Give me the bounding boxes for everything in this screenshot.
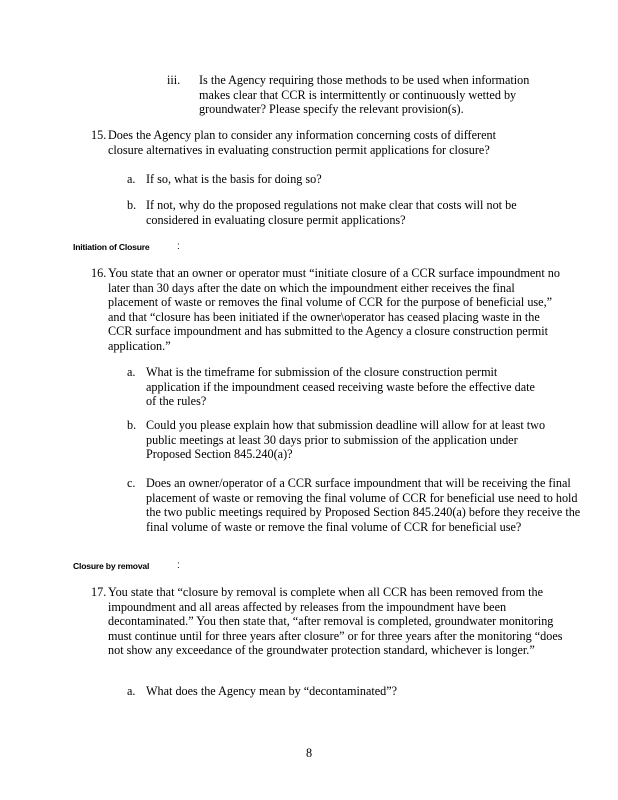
item-text: What does the Agency mean by “decontaminated”? [146,684,398,698]
item-text: You state that “closure by removal is complete when all CCR has been removed from the impoundment and all areas affected by releases from the impoundment have been decontaminated.” You then state that, “after removal is completed, groundwater monitoring must continue until for three years after closure” or for three years after the monitoring “does not show any exceedance of the groundwater protection standard, whichever is longer.” [108,585,563,658]
heading-text: Closure by removal [73,561,150,571]
item-text: If so, what is the basis for doing so? [146,172,322,186]
item-text: Does an owner/operator of a CCR surface impoundment that will be receiving the final placement of waste or removing the final volume of CCR for beneficial use need to hold the two public meetings required by Proposed Section 845.240(a) before they receive the final volume of waste or remove the final volume of CCR for beneficial use? [146,476,581,534]
item-number: c. [127,476,136,490]
item-text: Could you please explain how that submission deadline will allow for at least two public meetings at least 30 days prior to submission of the application under Proposed Section 845.240(a)? [146,418,546,462]
heading-colon: : [177,560,180,571]
item-number: a. [127,365,136,379]
item-text: If not, why do the proposed regulations not make clear that costs will not be considered in evaluating closure permit applications? [146,198,517,227]
heading-text: Initiation of Closure [73,242,150,252]
question-16-c [0,476,618,550]
section-heading-initiation-of-closure [73,241,180,252]
section-heading-closure-by-removal [73,560,180,571]
question-15 [0,128,618,158]
item-number: a. [127,172,136,186]
list-item-iii [0,73,618,117]
question-17 [0,585,618,673]
question-16-a [0,365,618,409]
item-text: You state that an owner or operator must “initiate closure of a CCR surface impoundment no later than 30 days after the date on which the impoundment either receives the final placement of waste or removes the final volume of CCR for the purpose of beneficial use,” and that “closure has been initiated if the owner\operator has ceased placing waste in the CCR surface impoundment and has submitted to the Agency a closure construction permit application.” [108,266,560,353]
item-number: b. [127,418,137,432]
page-number: 8 [305,746,313,760]
item-text: Does the Agency plan to consider any information concerning costs of different closure alternatives in evaluating construction permit applications for closure? [108,128,496,157]
question-17-a [0,684,618,700]
item-text: What is the timeframe for submission of the closure construction permit application if the impoundment ceased receiving waste before the effective date of the rules? [146,365,535,409]
question-16 [0,266,618,354]
item-number: a. [127,684,136,698]
item-number: b. [127,198,137,212]
item-number: 16. [91,266,107,280]
question-16-b [0,418,618,462]
heading-colon: : [177,241,180,252]
item-text: Is the Agency requiring those methods to be used when information makes clear that CCR is intermittently or continuously wetted by groundwater? Please specify the relevant provision(s). [199,73,530,117]
question-15-a [0,172,618,188]
question-15-b [0,198,618,228]
item-number: 15. [91,128,107,142]
item-number: iii. [167,73,181,87]
item-number: 17. [91,585,107,599]
